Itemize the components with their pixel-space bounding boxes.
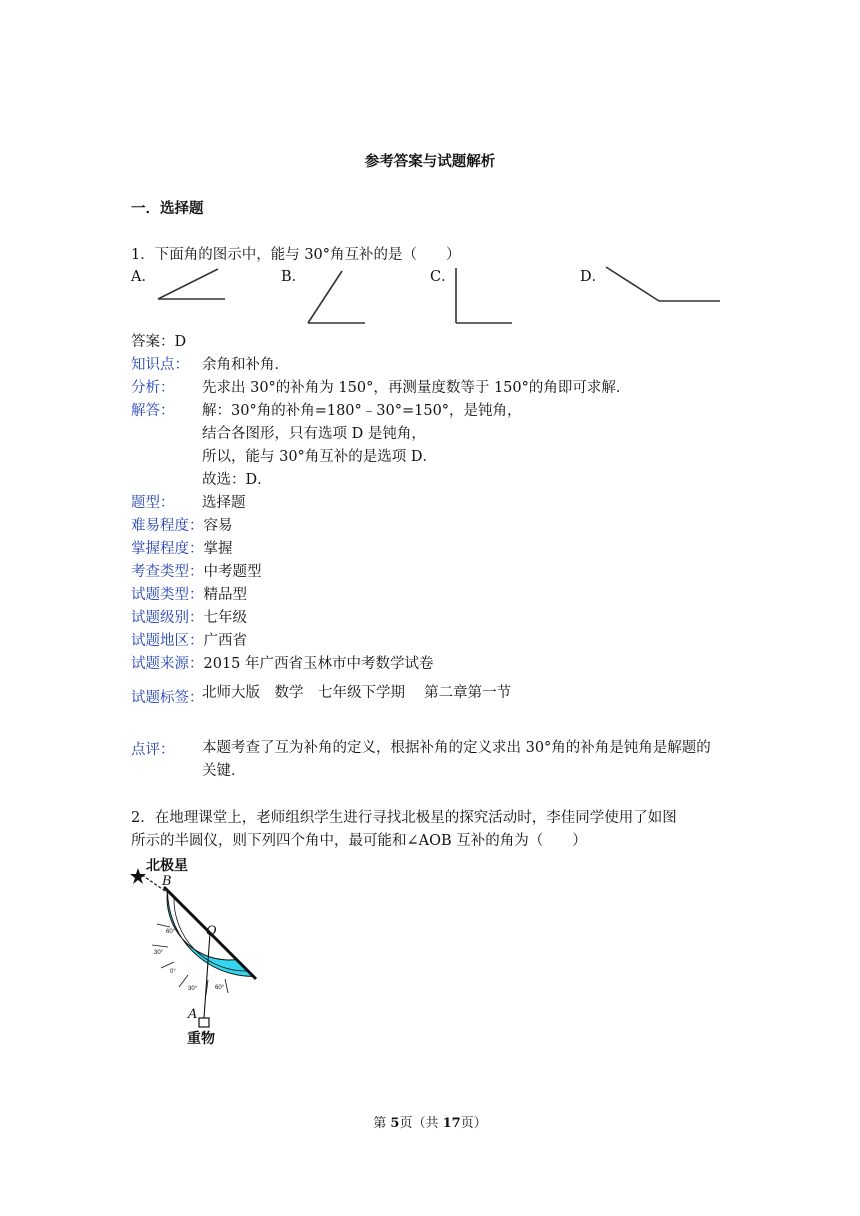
meta-label: 题型：: [131, 495, 175, 511]
knowledge-value: 余角和补角．: [202, 357, 289, 373]
footer-suffix: 页）: [460, 1116, 487, 1131]
footer-prefix: 第: [373, 1116, 391, 1131]
q1-option-b: B．: [281, 269, 307, 285]
point-o-label: O: [206, 924, 217, 939]
meta-label: 难易程度：: [131, 518, 204, 534]
answer-label: 答案：: [131, 334, 175, 350]
meta-value: 掌握: [203, 541, 233, 557]
meta-row-exam-type: [131, 561, 262, 583]
knowledge-label: 知识点：: [131, 357, 189, 373]
q1-figure-a: [155, 264, 230, 304]
answer-value: D: [174, 334, 187, 350]
meta-row-type: [131, 492, 246, 514]
footer-total-pages: 17: [442, 1116, 461, 1131]
meta-value: 中考题型: [203, 564, 262, 580]
protractor-figure: [128, 855, 263, 1050]
meta-value: 容易: [203, 518, 233, 534]
comment-line: 关键．: [202, 763, 246, 779]
solution-line: 结合各图形，只有选项 D 是钝角，: [202, 426, 426, 442]
page-title: 参考答案与试题解析: [364, 153, 496, 170]
meta-row-difficulty: [131, 515, 233, 537]
q1-figure-d: [604, 264, 724, 309]
meta-value: 2015 年广西省玉林市中考数学试卷: [203, 656, 434, 672]
q1-option-d: D．: [580, 269, 607, 285]
solution-label: 解答：: [131, 403, 175, 419]
knowledge-row: [131, 354, 289, 376]
footer-middle: 页（共: [399, 1116, 443, 1131]
meta-label: 试题级别：: [131, 610, 204, 626]
meta-label: 试题地区：: [131, 633, 204, 649]
meta-label: 掌握程度：: [131, 541, 204, 557]
q1-option-a: A．: [131, 269, 156, 285]
meta-value: 广西省: [203, 633, 247, 649]
scale-label: 60°: [166, 929, 176, 935]
part-heading: 一．选择题: [131, 200, 204, 217]
meta-value: 七年级: [203, 610, 247, 626]
meta-label: 试题来源：: [131, 656, 204, 672]
meta-row-region: [131, 630, 247, 652]
meta-value: 精品型: [203, 587, 247, 603]
q1-option-c: C．: [430, 269, 456, 285]
meta-row-source: [131, 653, 434, 675]
analysis-value: 先求出 30°的补角为 150°，再测量度数等于 150°的角即可求解．: [202, 380, 631, 396]
comment-label: 点评：: [131, 742, 175, 758]
page-footer: [0, 1112, 860, 1131]
solution-line: 故选：D．: [202, 472, 272, 488]
point-a-label: A: [188, 1007, 198, 1022]
meta-row-mastery: [131, 538, 233, 560]
analysis-label: 分析：: [131, 380, 175, 396]
analysis-row: [131, 377, 631, 399]
meta-row-grade: [131, 607, 247, 629]
weight-label: 重物: [187, 1031, 215, 1047]
point-b-label: B: [162, 874, 172, 889]
scale-label: 30°: [154, 950, 164, 956]
meta-row-item-type: [131, 584, 247, 606]
scale-label: 0°: [170, 969, 176, 975]
footer-page-number: 5: [390, 1116, 400, 1131]
meta-label: 考查类型：: [131, 564, 204, 580]
scale-label: 30°: [188, 986, 198, 992]
tags-label: 试题标签：: [131, 690, 204, 706]
q2-stem-line: 所示的半圆仪，则下列四个角中，最可能和∠AOB 互补的角为（ ）: [131, 833, 587, 849]
q1-stem: 1．下面角的图示中，能与 30°角互补的是（ ）: [131, 247, 461, 263]
north-star-label: 北极星: [146, 858, 188, 874]
meta-value: 选择题: [202, 495, 246, 511]
meta-label: 试题类型：: [131, 587, 204, 603]
solution-row: [131, 400, 202, 422]
answer-row: [131, 331, 186, 353]
scale-label: 60°: [215, 985, 225, 991]
tags-value: 北师大版 数学 七年级下学期 第二章第一节: [202, 685, 512, 701]
q2-stem-line: 2．在地理课堂上，老师组织学生进行寻找北极星的探究活动时，李佳同学使用了如图: [131, 810, 677, 826]
solution-line: 解：30°角的补角=180°﹣30°=150°，是钝角，: [202, 403, 522, 419]
q1-figure-b: [305, 264, 370, 329]
solution-line: 所以，能与 30°角互补的是选项 D．: [202, 449, 438, 465]
comment-line: 本题考查了互为补角的定义，根据补角的定义求出 30°角的补角是钝角是解题的: [202, 740, 711, 756]
q1-figure-c: [452, 264, 517, 329]
